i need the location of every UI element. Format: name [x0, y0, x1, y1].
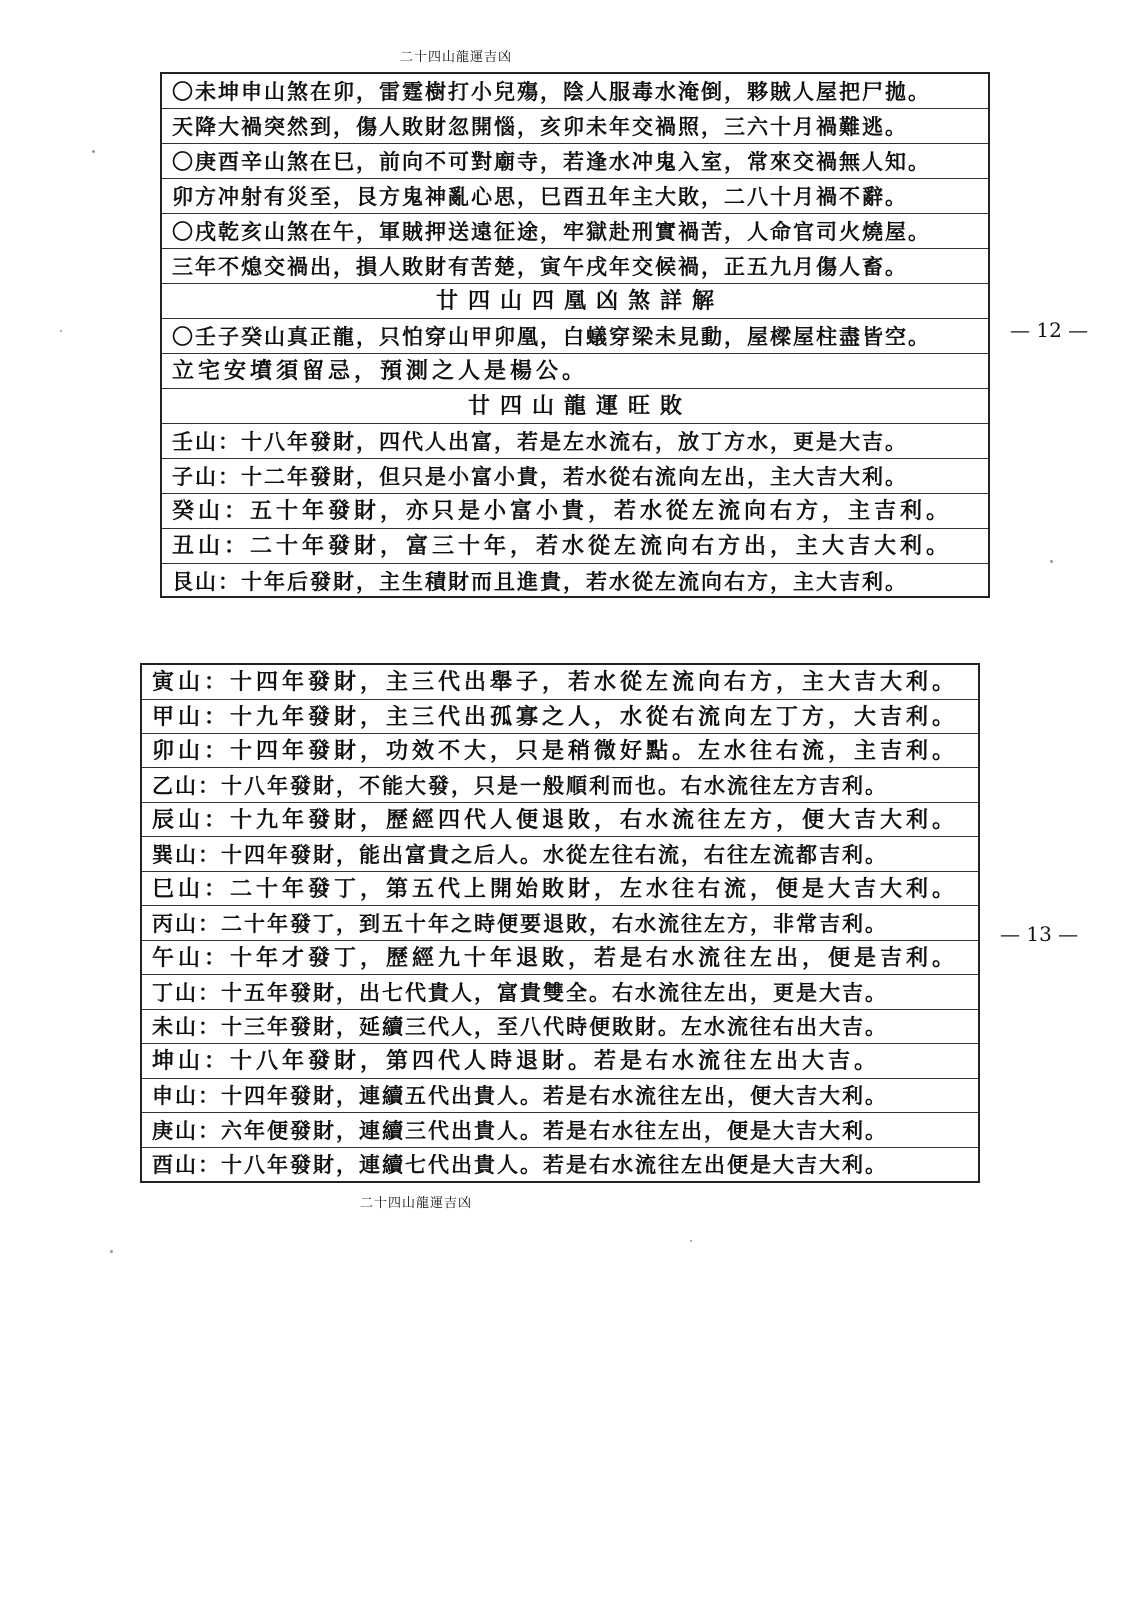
- text-row: 未山：十三年發財，延續三代人，至八代時便敗財。左水流往右出大吉。: [142, 1010, 978, 1044]
- text-row: 甲山：十九年發財，主三代出孤寡之人，水從右流向左丁方，大吉利。: [142, 700, 978, 734]
- text-row: 〇戌乾亥山煞在午，軍賊押送遠征途，牢獄赴刑實禍苦，人命官司火燒屋。: [162, 214, 988, 249]
- scan-speck: [92, 150, 95, 153]
- text-row: 立宅安墳須留忌，預測之人是楊公。: [162, 354, 988, 389]
- text-row: 〇未坤申山煞在卯，雷霆樹打小兒殤，陰人服毒水淹倒，夥賊人屋把尸拋。: [162, 74, 988, 109]
- text-row: 癸山：五十年發財，亦只是小富小貴，若水從左流向右方，主吉利。: [162, 494, 988, 529]
- text-row: 丙山：二十年發丁，到五十年之時便要退敗，右水流往左方，非常吉利。: [142, 906, 978, 941]
- text-row: 乙山：十八年發財，不能大發，只是一般順利而也。右水流往左方吉利。: [142, 768, 978, 803]
- text-row: 午山：十年才發丁，歷經九十年退敗，若是右水流往左出，便是吉利。: [142, 941, 978, 975]
- text-row: 丁山：十五年發財，出七代貴人，富貴雙全。右水流往左出，更是大吉。: [142, 975, 978, 1010]
- top-page-header: 二十四山龍運吉凶: [400, 50, 513, 65]
- top-text-panel: [160, 72, 990, 598]
- text-row: 寅山：十四年發財，主三代出舉子，若水從左流向右方，主大吉大利。: [142, 665, 978, 700]
- text-row: 〇壬子癸山真正龍，只怕穿山甲卯凰，白蟻穿梁未見動，屋樑屋柱盡皆空。: [162, 319, 988, 354]
- text-row: 壬山：十八年發財，四代人出富，若是左水流右，放丁方水，更是大吉。: [162, 424, 988, 459]
- page-number-12: — 12 —: [1010, 318, 1089, 342]
- scan-speck: [60, 330, 62, 332]
- page-number-13: — 13 —: [1000, 922, 1079, 946]
- section-heading: 廿四山四凰凶煞詳解: [162, 284, 988, 319]
- bottom-text-panel: [140, 663, 980, 1183]
- text-row: 三年不熄交禍出，損人敗財有苦楚，寅午戌年交候禍，正五九月傷人畜。: [162, 249, 988, 284]
- text-row: 巽山：十四年發財，能出富貴之后人。水從左往右流，右往左流都吉利。: [142, 837, 978, 872]
- text-row: 艮山：十年后發財，主生積財而且進貴，若水從左流向右方，主大吉利。: [172, 568, 908, 594]
- text-row: 子山：十二年發財，但只是小富小貴，若水從右流向左出，主大吉大利。: [162, 459, 988, 494]
- scan-speck: [690, 1240, 692, 1242]
- text-row: 卯方冲射有災至，艮方鬼神亂心思，巳酉丑年主大敗，二八十月禍不辭。: [162, 179, 988, 214]
- text-row: 坤山：十八年發財，第四代人時退財。若是右水流往左出大吉。: [142, 1044, 978, 1079]
- text-row: 〇庚酉辛山煞在巳，前向不可對廟寺，若逢水冲鬼入室，常來交禍無人知。: [162, 144, 988, 179]
- text-row: 庚山：六年便發財，連續三代出貴人。若是右水往左出，便是大吉大利。: [142, 1113, 978, 1148]
- bottom-page-footer: 二十四山龍運吉凶: [360, 1196, 473, 1211]
- scan-speck: [110, 1250, 113, 1253]
- scan-speck: [1050, 560, 1053, 563]
- text-row: 卯山：十四年發財，功效不大，只是稍微好點。左水往右流，主吉利。: [142, 734, 978, 768]
- text-row: 申山：十四年發財，連續五代出貴人。若是右水流往左出，便大吉大利。: [142, 1079, 978, 1113]
- text-row: 丑山：二十年發財，富三十年，若水從左流向右方出，主大吉大利。: [162, 529, 988, 564]
- text-row: 巳山：二十年發丁，第五代上開始敗財，左水往右流，便是大吉大利。: [142, 872, 978, 906]
- text-row: 天降大禍突然到，傷人敗財忽開惱，亥卯未年交禍照，三六十月禍難逃。: [162, 109, 988, 144]
- text-row: 辰山：十九年發財，歷經四代人便退敗，右水流往左方，便大吉大利。: [142, 803, 978, 837]
- text-row: 酉山：十八年發財，連續七代出貴人。若是右水流往左出便是大吉大利。: [152, 1152, 888, 1177]
- section-heading: 廿四山龍運旺敗: [162, 389, 988, 424]
